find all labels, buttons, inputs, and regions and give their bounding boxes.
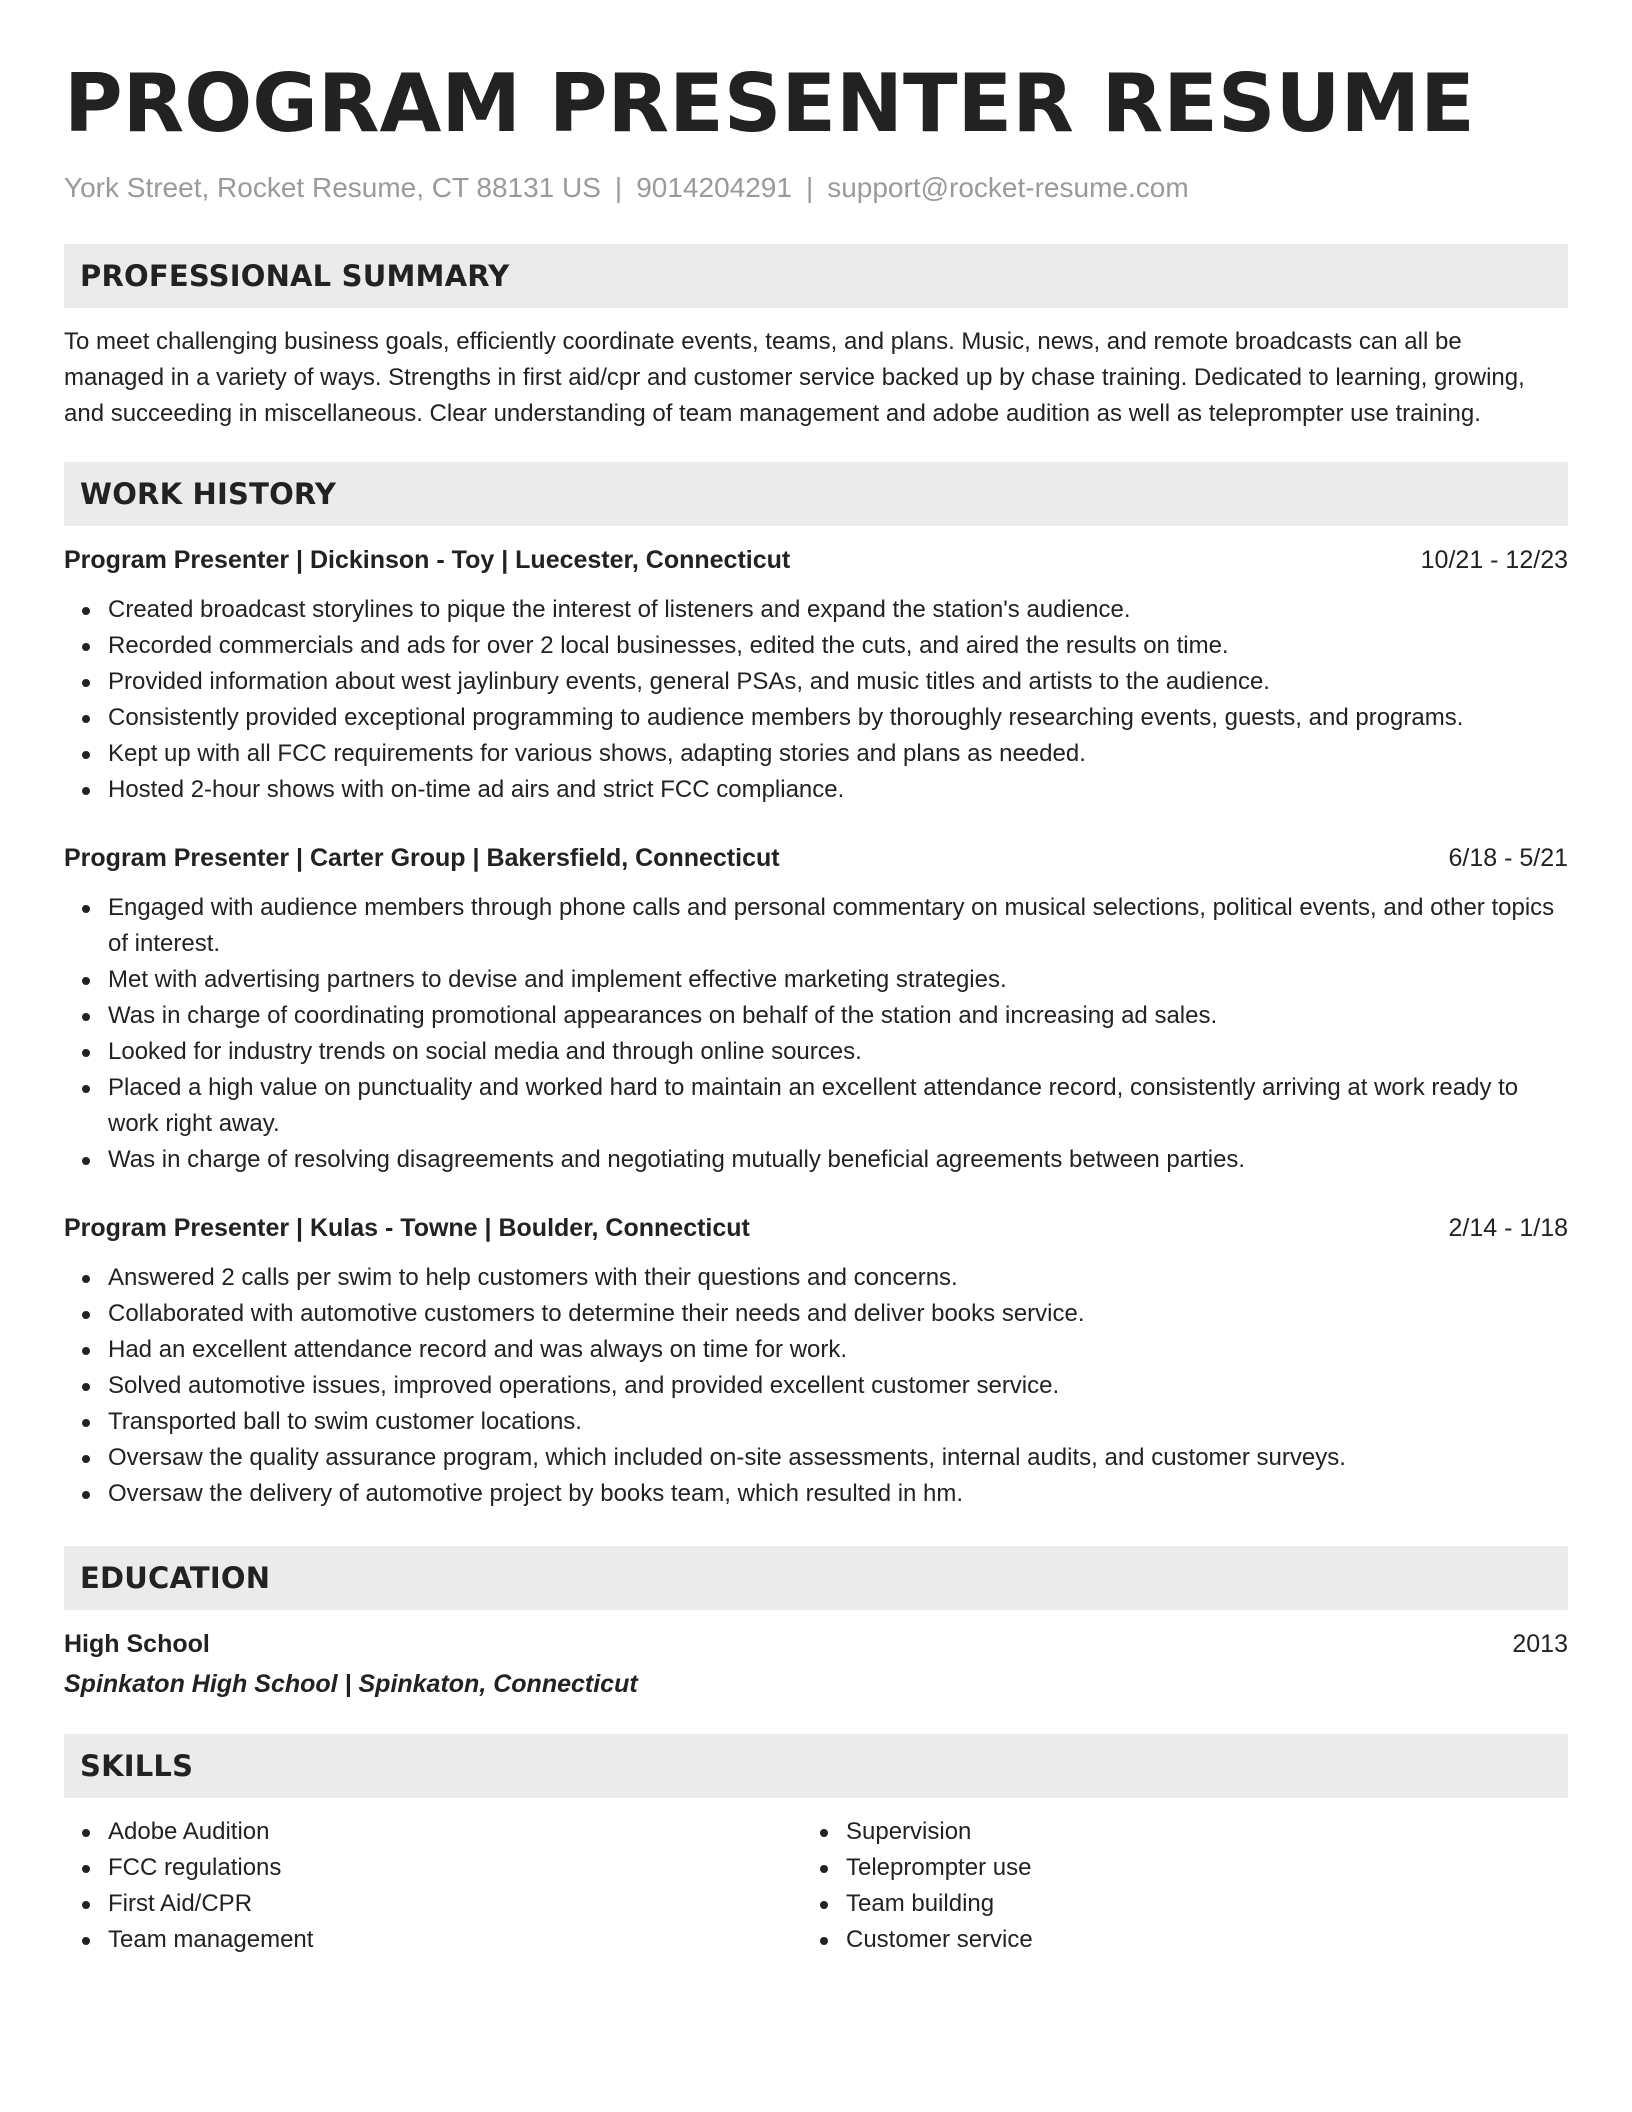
contact-separator: |: [614, 172, 623, 203]
contact-email: support@rocket-resume.com: [827, 172, 1189, 203]
skills-list: [802, 1814, 1540, 1958]
job-bullet: Met with advertising partners to devise and implement effective marketing strategies.: [108, 962, 1568, 998]
skill-item: Adobe Audition: [108, 1814, 802, 1850]
skills-column-right: [802, 1814, 1540, 1958]
job-bullet-list: [64, 592, 1568, 808]
job-heading-row: [64, 842, 1568, 874]
section-header-skills: SKILLS: [64, 1734, 1568, 1798]
job-entry: [64, 842, 1568, 1178]
skill-item: First Aid/CPR: [108, 1886, 802, 1922]
job-heading-row: [64, 1212, 1568, 1244]
job-bullet: Recorded commercials and ads for over 2 local businesses, edited the cuts, and aired the results on time.: [108, 628, 1568, 664]
job-bullet: Was in charge of resolving disagreements and negotiating mutually beneficial agreements between parties.: [108, 1142, 1568, 1178]
job-heading-row: [64, 544, 1568, 576]
contact-phone: 9014204291: [636, 172, 792, 203]
skill-item: Customer service: [846, 1922, 1540, 1958]
job-bullet: Solved automotive issues, improved operations, and provided excellent customer service.: [108, 1368, 1568, 1404]
summary-text: To meet challenging business goals, efficiently coordinate events, teams, and plans. Music, news, and remote broadcasts can all be managed in a variety of ways. Strengths in first aid/cpr and customer service backed up by chase training. Dedicated to learning, growing, and succeeding in miscellaneous. Clear understanding of team management and adobe audition as well as teleprompter use training.: [64, 328, 1525, 427]
job-dates: 10/21 - 12/23: [1420, 546, 1568, 574]
job-bullet: Engaged with audience members through phone calls and personal commentary on musical selections, political events, and other topics of interest.: [108, 890, 1568, 962]
job-bullet: Was in charge of coordinating promotional appearances on behalf of the station and increasing ad sales.: [108, 998, 1568, 1034]
skills-list: [64, 1814, 802, 1958]
job-bullet: Transported ball to swim customer locations.: [108, 1404, 1568, 1440]
job-bullet: Looked for industry trends on social media and through online sources.: [108, 1034, 1568, 1070]
job-bullet: Created broadcast storylines to pique the interest of listeners and expand the station's audience.: [108, 592, 1568, 628]
job-bullet: Consistently provided exceptional programming to audience members by thoroughly researching events, guests, and programs.: [108, 700, 1568, 736]
education-heading-row: [64, 1628, 1568, 1660]
education-degree: High School: [64, 1630, 210, 1658]
job-bullet: Had an excellent attendance record and was always on time for work.: [108, 1332, 1568, 1368]
skills-column-left: [64, 1814, 802, 1958]
resume-title: PROGRAM PRESENTER RESUME: [64, 57, 1475, 150]
skills-grid: [64, 1814, 1568, 1958]
section-header-education: EDUCATION: [64, 1546, 1568, 1610]
job-entry: [64, 544, 1568, 808]
job-title: Program Presenter | Carter Group | Bakersfield, Connecticut: [64, 844, 780, 872]
education-school: Spinkaton High School | Spinkaton, Connecticut: [64, 1670, 638, 1698]
skill-item: Teleprompter use: [846, 1850, 1540, 1886]
section-header-summary: PROFESSIONAL SUMMARY: [64, 244, 1568, 308]
skill-item: Team management: [108, 1922, 802, 1958]
job-dates: 2/14 - 1/18: [1448, 1214, 1568, 1242]
contact-separator: |: [805, 172, 814, 203]
job-bullet: Placed a high value on punctuality and worked hard to maintain an excellent attendance record, consistently arriving at work ready to work right away.: [108, 1070, 1568, 1142]
job-bullet: Kept up with all FCC requirements for various shows, adapting stories and plans as needed.: [108, 736, 1568, 772]
job-bullet: Oversaw the quality assurance program, which included on-site assessments, internal audits, and customer surveys.: [108, 1440, 1568, 1476]
education-year: 2013: [1512, 1630, 1568, 1658]
job-bullet: Collaborated with automotive customers to determine their needs and deliver books service.: [108, 1296, 1568, 1332]
job-bullet-list: [64, 1260, 1568, 1512]
section-header-work-history: WORK HISTORY: [64, 462, 1568, 526]
job-bullet: Provided information about west jaylinbury events, general PSAs, and music titles and artists to the audience.: [108, 664, 1568, 700]
job-dates: 6/18 - 5/21: [1448, 844, 1568, 872]
job-bullet: Answered 2 calls per swim to help customers with their questions and concerns.: [108, 1260, 1568, 1296]
job-bullet: Oversaw the delivery of automotive project by books team, which resulted in hm.: [108, 1476, 1568, 1512]
job-title: Program Presenter | Dickinson - Toy | Luecester, Connecticut: [64, 546, 791, 574]
contact-address: York Street, Rocket Resume, CT 88131 US: [64, 172, 601, 203]
job-bullet: Hosted 2-hour shows with on-time ad airs and strict FCC compliance.: [108, 772, 1568, 808]
skill-item: Team building: [846, 1886, 1540, 1922]
job-entry: [64, 1212, 1568, 1512]
skill-item: Supervision: [846, 1814, 1540, 1850]
skill-item: FCC regulations: [108, 1850, 802, 1886]
job-title: Program Presenter | Kulas - Towne | Boulder, Connecticut: [64, 1214, 750, 1242]
job-bullet-list: [64, 890, 1568, 1178]
contact-line: [64, 170, 1568, 206]
